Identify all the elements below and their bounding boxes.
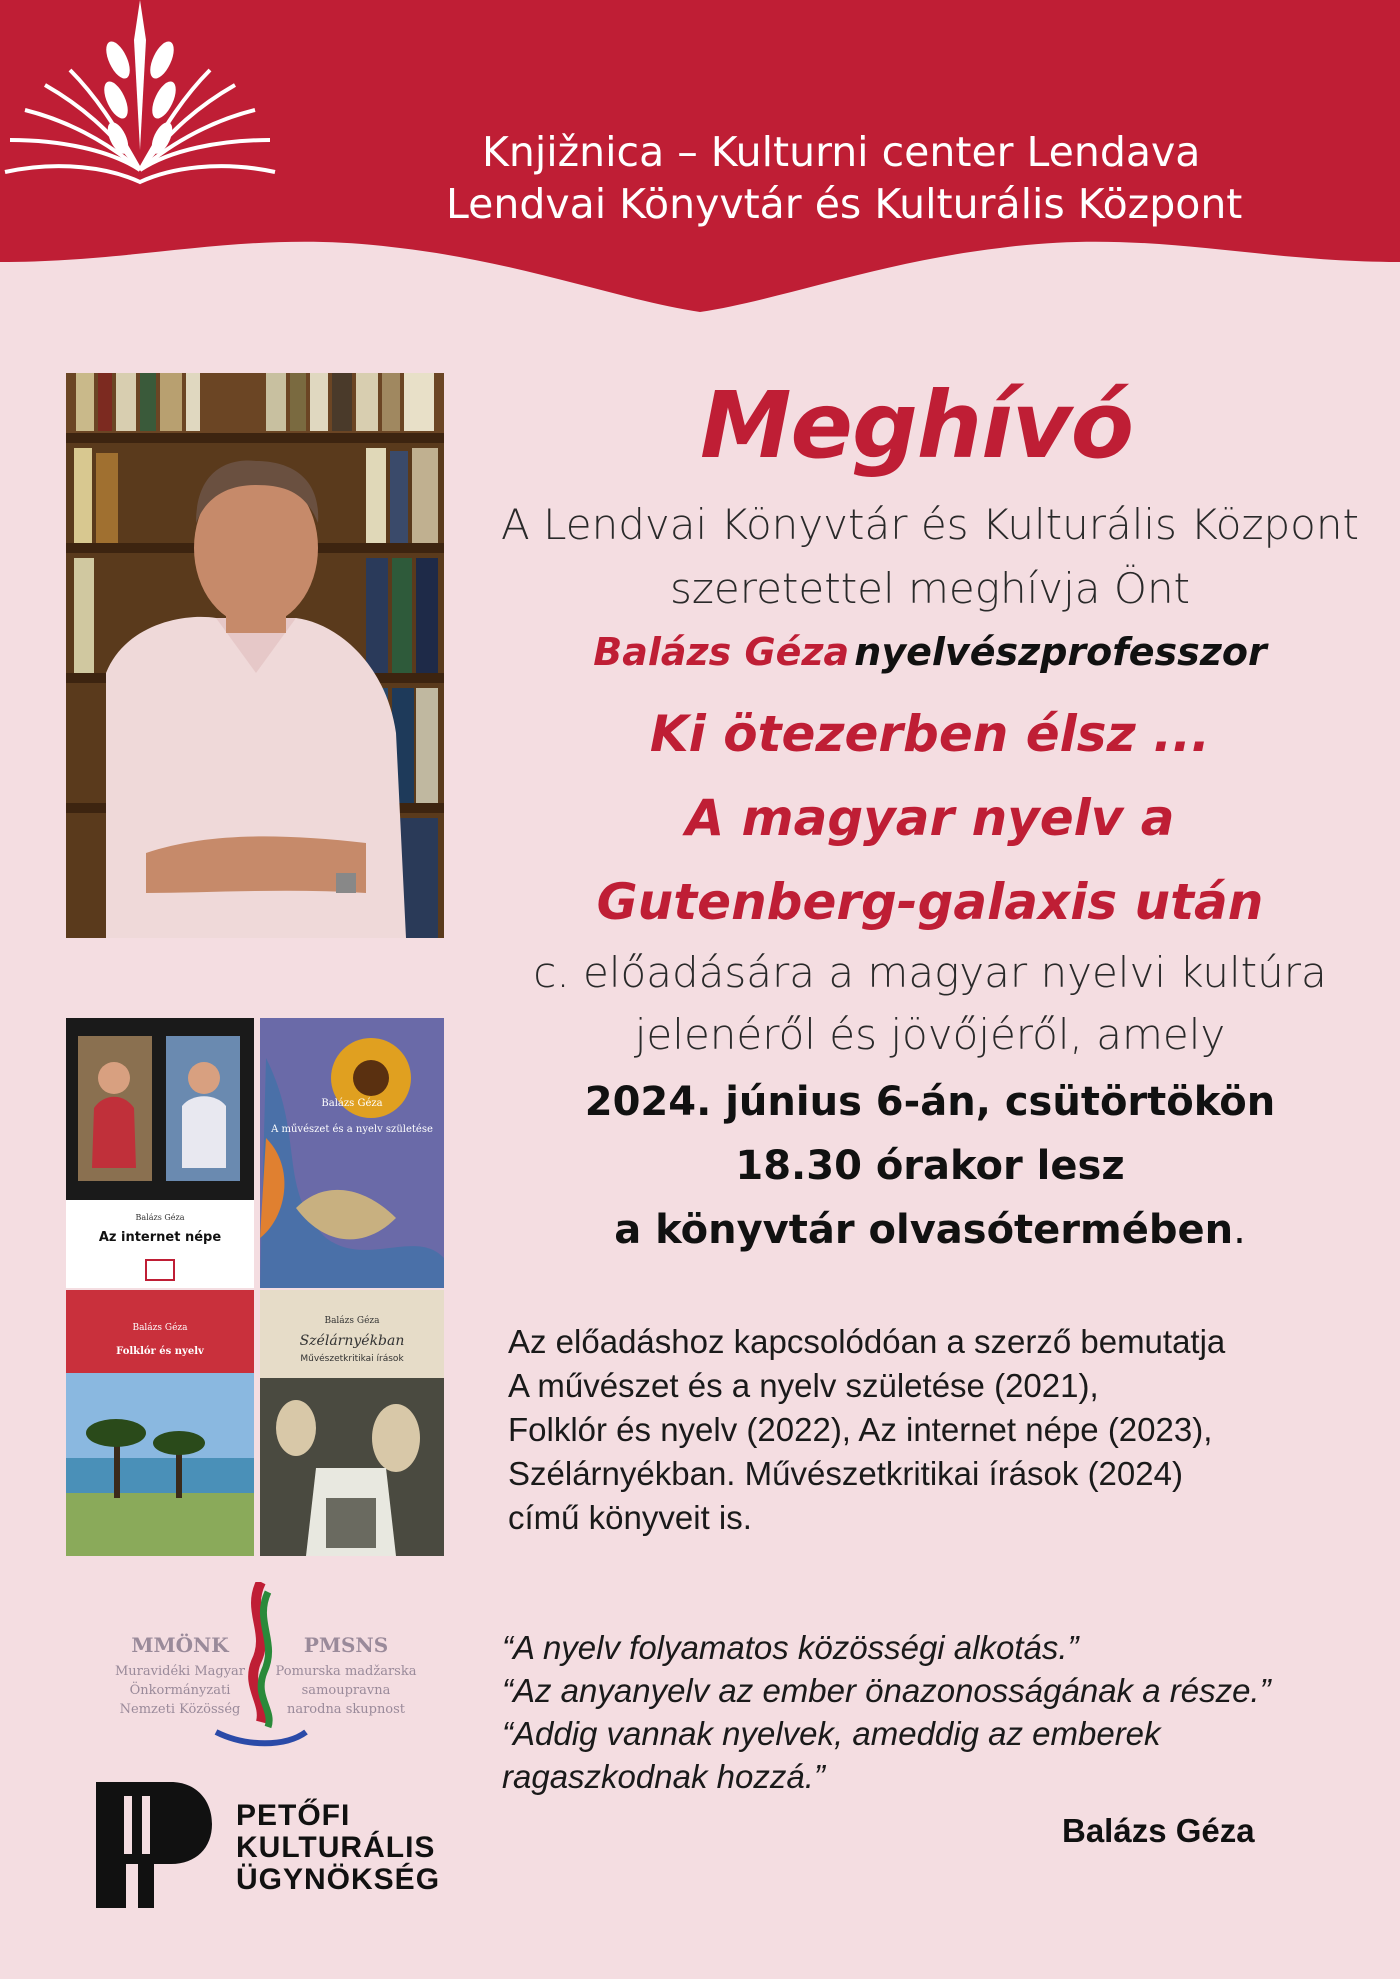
lecture-title-line-3: Gutenberg-galaxis után: [596, 873, 1264, 931]
book-covers-collage: [66, 1018, 444, 1556]
lecture-title-line-1: Ki ötezerben élsz ...: [649, 705, 1211, 763]
quote-3-line-2: ragaszkodnak hozzá.”: [502, 1758, 825, 1795]
event-venue-text: a könyvtár olvasótermében: [614, 1207, 1234, 1253]
petofi-agency-logo: [96, 1782, 441, 1908]
speaker-role: nyelvészprofesszor: [854, 630, 1267, 674]
org-name-slovenian: Knjižnica – Kulturni center Lendava: [482, 128, 1201, 176]
cover4-title: Szélárnyékban: [299, 1333, 405, 1349]
cover2-author: Balázs Géza: [321, 1098, 383, 1109]
mmonk-pmsns-logo: [96, 1582, 426, 1752]
pmsns-abbr: PMSNS: [303, 1633, 389, 1657]
cover1-author: Balázs Géza: [135, 1213, 185, 1222]
books-paragraph-line-4: Szélárnyékban. Művészetkritikai írások (2024): [508, 1455, 1183, 1492]
invite-intro-line-1: A Lendvai Könyvtár és Kulturális Központ: [501, 500, 1359, 549]
event-venue-period: .: [1233, 1207, 1246, 1253]
speaker-photo: [66, 373, 444, 938]
quote-3-line-1: “Addig vannak nyelvek, ameddig az emberek: [502, 1715, 1161, 1752]
header-banner: [0, 0, 1400, 320]
mmonk-abbr: MMÖNK: [131, 1633, 229, 1657]
books-paragraph-line-1: Az előadáshoz kapcsolódóan a szerző bemutatja: [508, 1323, 1226, 1360]
org-name-hungarian: Lendvai Könyvtár és Kulturális Központ: [446, 180, 1243, 228]
pmsns-line-3: narodna skupnost: [286, 1702, 406, 1717]
event-time: 18.30 órakor lesz: [735, 1143, 1125, 1189]
mmonk-line-1: Muravidéki Magyar: [114, 1664, 246, 1679]
cover1-title: Az internet népe: [98, 1230, 222, 1245]
petofi-line-1: PETŐFI: [236, 1799, 351, 1832]
mmonk-line-2: Önkormányzati: [129, 1683, 231, 1698]
cover4-author: Balázs Géza: [324, 1316, 380, 1326]
books-paragraph-line-5: című könyveit is.: [508, 1499, 752, 1536]
library-logo-icon: [0, 0, 280, 190]
cover3-title: Folklór és nyelv: [116, 1346, 204, 1357]
speaker-line: [470, 630, 1390, 674]
speaker-name: Balázs Géza: [593, 630, 850, 674]
petofi-text: [236, 1800, 440, 1896]
cover2-title: A művészet és a nyelv születése: [271, 1124, 433, 1135]
cover3-author: Balázs Géza: [132, 1323, 188, 1333]
event-date: 2024. június 6-án, csütörtökön: [584, 1079, 1276, 1125]
invitation-title: Meghívó: [700, 372, 1134, 479]
event-venue: [470, 1198, 1390, 1262]
lecture-title-line-2: A magyar nyelv a: [685, 789, 1175, 847]
quote-1: “A nyelv folyamatos közösségi alkotás.”: [502, 1629, 1079, 1666]
petofi-line-3: ÜGYNÖKSÉG: [236, 1863, 441, 1896]
pmsns-line-2: samoupravna: [301, 1683, 391, 1698]
mmonk-line-3: Nemzeti Közösség: [119, 1702, 241, 1717]
books-paragraph-line-3: Folklór és nyelv (2022), Az internet népe (2023),: [508, 1411, 1213, 1448]
invite-intro-line-2: szeretettel meghívja Önt: [669, 564, 1191, 613]
lecture-desc-line-2: jelenéről és jövőjéről, amely: [634, 1010, 1226, 1059]
petofi-emblem-icon: [96, 1782, 216, 1908]
books-paragraph-line-2: A művészet és a nyelv születése (2021),: [508, 1367, 1099, 1404]
pmsns-line-1: Pomurska madžarska: [275, 1664, 417, 1679]
quote-2: “Az anyanyelv az ember önazonosságának a része.”: [502, 1672, 1271, 1709]
quotes-block: [502, 1626, 1362, 1798]
quote-author: Balázs Géza: [1062, 1812, 1255, 1849]
petofi-line-2: KULTURÁLIS: [236, 1831, 436, 1864]
cover4-subtitle: Művészetkritikai írások: [300, 1354, 404, 1364]
lecture-desc-line-1: c. előadására a magyar nyelvi kultúra: [533, 948, 1327, 997]
books-paragraph: [508, 1320, 1368, 1540]
